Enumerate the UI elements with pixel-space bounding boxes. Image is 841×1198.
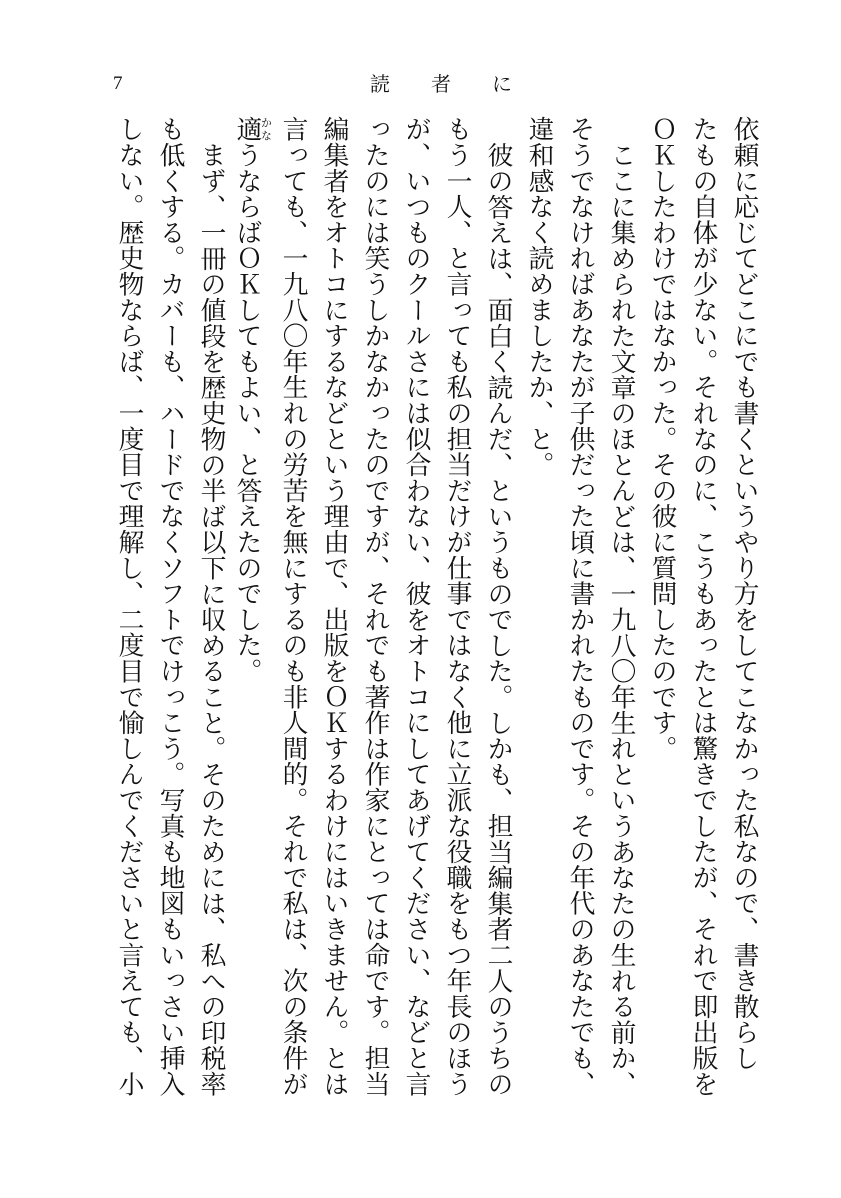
line-text: うならばＯＫしてもよい、と答えたのでした。 — [232, 141, 262, 684]
text-line: も低くする。カバーも、ハードでなくソフトでけっこう。写真も地図もいっさい挿入 — [155, 116, 185, 1097]
text-line-paragraph-start: ここに集められた文章のほとんどは、一九八〇年生れというあなたの生れる前か、 — [606, 141, 636, 1097]
text-line: ＯＫしたわけではなかった。その彼に質問したのです。 — [647, 116, 677, 761]
text-line: そうでなければあなたが子供だった頃に書かれたものです。その年代のあなたでも、 — [565, 116, 595, 1097]
text-line: 依頼に応じてどこにでも書くというやり方をしてこなかった私なので、書き散らし — [729, 116, 759, 1071]
text-line: 編集者をオトコにするなどという理由で、出版をＯＫするわけにはいきません。とは — [319, 116, 349, 1097]
body-text — [108, 116, 764, 1116]
page-number: 7 — [113, 73, 123, 94]
text-line: ったのには笑うしかなかったのですが、それでも著作は作家にとっては命です。担当 — [360, 116, 390, 1097]
ruby-base: 適 — [232, 116, 262, 142]
text-line: 言っても、一九八〇年生れの労苦を無にするのも非人間的。それで私は、次の条件が — [278, 116, 308, 1097]
text-line-paragraph-start: まず、一冊の値段を歴史物の半ば以下に収めること。そのためには、私への印税率 — [196, 141, 226, 1097]
ruby-annotated-word — [232, 116, 273, 142]
text-line: が、いつものクールさには似合わない、彼をオトコにしてあげてください、などと言 — [401, 116, 431, 1097]
text-line: しない。歴史物ならば、一度目で理解し、二度目で愉しんでくださいと言えても、小 — [114, 116, 144, 1097]
text-line-with-ruby — [231, 116, 272, 1116]
running-head: 読者に — [370, 72, 553, 96]
text-line: たもの自体が少ない。それなのに、こうもあったとは驚きでしたが、それで即出版を — [688, 116, 718, 1097]
text-line-paragraph-start: 彼の答えは、面白く読んだ、というものでした。しかも、担当編集者二人のうちの — [483, 141, 513, 1097]
text-line: もう一人、と言っても私の担当だけが仕事ではなく他に立派な役職をもつ年長のほう — [442, 116, 472, 1097]
text-line: 違和感なく読めましたか、と。 — [524, 116, 554, 478]
ruby-reading: かな — [259, 116, 273, 142]
